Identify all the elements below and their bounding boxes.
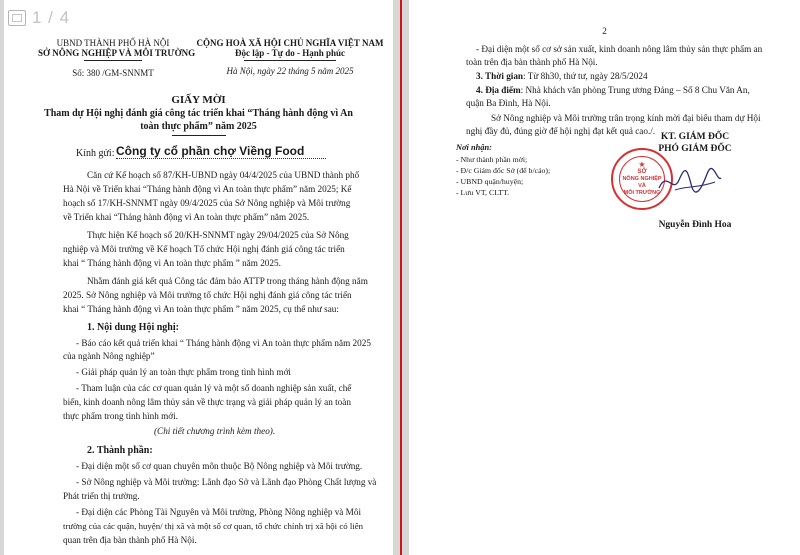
section1-note: (Chi tiết chương trình kèm theo). xyxy=(154,426,276,436)
signature-scribble xyxy=(655,160,725,200)
closing-line-2: nghị đầy đủ, đúng giờ để hội nghị đạt kết quả cao./. xyxy=(466,126,656,136)
org-underline xyxy=(84,60,142,61)
para1-line: hoạch số 17/KH-SNNMT ngày 09/4/2025 của Sở Nông nghiệp và Môi trường xyxy=(63,198,351,208)
place-value: : Nhà khách văn phòng Trung ương Đảng – Số 8 Chu Văn An, xyxy=(520,85,750,95)
section2-title: 2. Thành phần: xyxy=(87,445,153,456)
section1-item: thực phẩm trong tình hình mới. xyxy=(63,411,178,421)
page-number: 2 xyxy=(602,26,607,36)
section1-title: 1. Nội dung Hội nghị: xyxy=(87,322,179,333)
place-line-2: quận Ba Đình, Hà Nội. xyxy=(466,98,551,108)
section2-item: - Sở Nông nghiệp và Môi trường: Lãnh đạo Sở và Lãnh đạo Phòng Chất lượng và xyxy=(76,477,377,487)
time-value: : Từ 8h30, thứ tư, ngày 28/5/2024 xyxy=(523,71,648,81)
noi-nhan-label: Nơi nhận: xyxy=(456,143,492,152)
kinh-gui-label: Kính gửi: xyxy=(76,148,115,159)
subject-line-1: Tham dự Hội nghị đánh giá công tác triển khai “Tháng hành động vì An xyxy=(44,108,353,119)
noi-nhan-item: - Lưu VT, CLTT. xyxy=(456,188,510,197)
section2-item: - Đại diện một số cơ quan chuyên môn thuộc Bộ Nông nghiệp và Môi trường. xyxy=(76,461,363,471)
subject-underline xyxy=(172,135,226,136)
doc-title: GIẤY MỜI xyxy=(171,94,226,106)
para2-line: nghiệp và Môi trường về Kế hoạch Tổ chức Hội nghị đánh giá công tác triển xyxy=(63,244,345,254)
seal-line: SỞ xyxy=(637,169,647,175)
para2-line: Thực hiện Kế hoạch số 20/KH-SNNMT ngày 29/04/2025 của Sở Nông xyxy=(87,230,349,240)
document-page-1 xyxy=(4,0,393,555)
signer-name: Nguyễn Đình Hoa xyxy=(658,220,732,230)
recipient-name: Công ty cổ phần chợ Viềng Food xyxy=(116,144,326,159)
section2-item: quan trên địa bàn thành phố Hà Nội. xyxy=(63,535,197,545)
signer-title-1: KT. GIÁM ĐỐC xyxy=(660,132,730,142)
seal-star-icon: ★ xyxy=(638,160,646,169)
section2-item: Phát triển thị trường. xyxy=(63,491,140,501)
para2-line: khai “ Tháng hành động vì An toàn thực phẩm ” năm 2025. xyxy=(63,258,281,268)
section1-item: của ngành Nông nghiệp” xyxy=(63,351,155,361)
noi-nhan-item: - UBND quận/huyện; xyxy=(456,177,524,186)
section1-item: - Báo cáo kết quả triển khai “ Tháng hành động vì An toàn thực phẩm năm 2025 xyxy=(76,338,371,348)
section2-item: trường của các quận, huyện/ thị xã và một số cơ quan, tổ chức chính trị xã hội có liên xyxy=(63,521,364,531)
para1-line: về Triển khai “Tháng hành động vì An toàn thực phẩm” năm 2025. xyxy=(63,212,310,222)
document-page-2 xyxy=(409,0,800,555)
doc-number: Số: 380 /GM-SNNMT xyxy=(72,68,154,78)
section2-item: - Đại diện các Phòng Tài Nguyên và Môi trường, Phòng Nông nghiệp và Môi xyxy=(76,507,361,517)
para1-line: Căn cứ Kế hoạch số 87/KH-UBND ngày 04/4/2025 của UBND thành phố xyxy=(87,170,360,180)
pages-icon[interactable] xyxy=(8,10,26,26)
nation-underline xyxy=(244,60,336,61)
seal-line: NÔNG NGHIỆP xyxy=(622,176,662,182)
para1-line: Hà Nội về Triển khai “Tháng hành động vì An toàn thực phẩm” năm 2025; Kế xyxy=(63,184,352,194)
para3-line: Nhằm đánh giá kết quả Công tác đảm bảo ATTP trong tháng hành động năm xyxy=(87,276,368,286)
page-indicator-text: 1 / 4 xyxy=(32,8,71,27)
cont-line-1: - Đại diện một số cơ sở sản xuất, kinh doanh nông lâm thủy sản thực phẩm an xyxy=(476,44,763,54)
org-line-2: SỞ NÔNG NGHIỆP VÀ MÔI TRƯỜNG xyxy=(38,48,196,58)
page-divider xyxy=(400,0,402,555)
signer-title-2: PHÓ GIÁM ĐỐC xyxy=(658,144,732,154)
org-line-1: UBND THÀNH PHỐ HÀ NỘI xyxy=(56,38,170,48)
section1-item: - Giải pháp quản lý an toàn thực phẩm trong tình hình mới xyxy=(76,367,291,377)
noi-nhan-item: - Như thành phần mời; xyxy=(456,155,528,164)
seal-line: VÀ xyxy=(638,183,646,189)
seal-line: MÔI TRƯỜNG xyxy=(623,190,661,196)
subject-line-2: toàn thực phẩm” năm 2025 xyxy=(140,121,257,132)
nation-line-1: CỘNG HOÀ XÃ HỘI CHỦ NGHĨA VIỆT NAM xyxy=(196,38,384,48)
date-line: Hà Nội, ngày 22 tháng 5 năm 2025 xyxy=(226,66,354,76)
closing-line-1: Sở Nông nghiệp và Môi trường trân trọng kính mời đại biểu tham dự Hội xyxy=(491,113,761,123)
noi-nhan-item: - Đ/c Giám đốc Sở (để b/cáo); xyxy=(456,166,551,175)
cont-line-2: toàn trên địa bàn thành phố Hà Nội. xyxy=(466,57,598,67)
page-indicator[interactable] xyxy=(0,0,120,36)
nation-line-2: Độc lập - Tự do - Hạnh phúc xyxy=(234,48,345,58)
para3-line: khai “ Tháng hành động vì An toàn thực phẩm ” năm 2025, cụ thể như sau: xyxy=(63,304,339,314)
section1-item: - Tham luận của các cơ quan quản lý và một số doanh nghiệp sản xuất, chế xyxy=(76,383,352,393)
section1-item: biến, kinh doanh nông lâm thủy sản về thực trạng và giải pháp quản lý an toàn xyxy=(63,397,351,407)
place-label: 4. Địa điểm xyxy=(476,85,521,95)
time-label: 3. Thời gian xyxy=(476,71,524,81)
para3-line: 2025. Sở Nông nghiệp và Môi trường tổ chức Hội nghị đánh giá công tác triển xyxy=(63,290,352,300)
